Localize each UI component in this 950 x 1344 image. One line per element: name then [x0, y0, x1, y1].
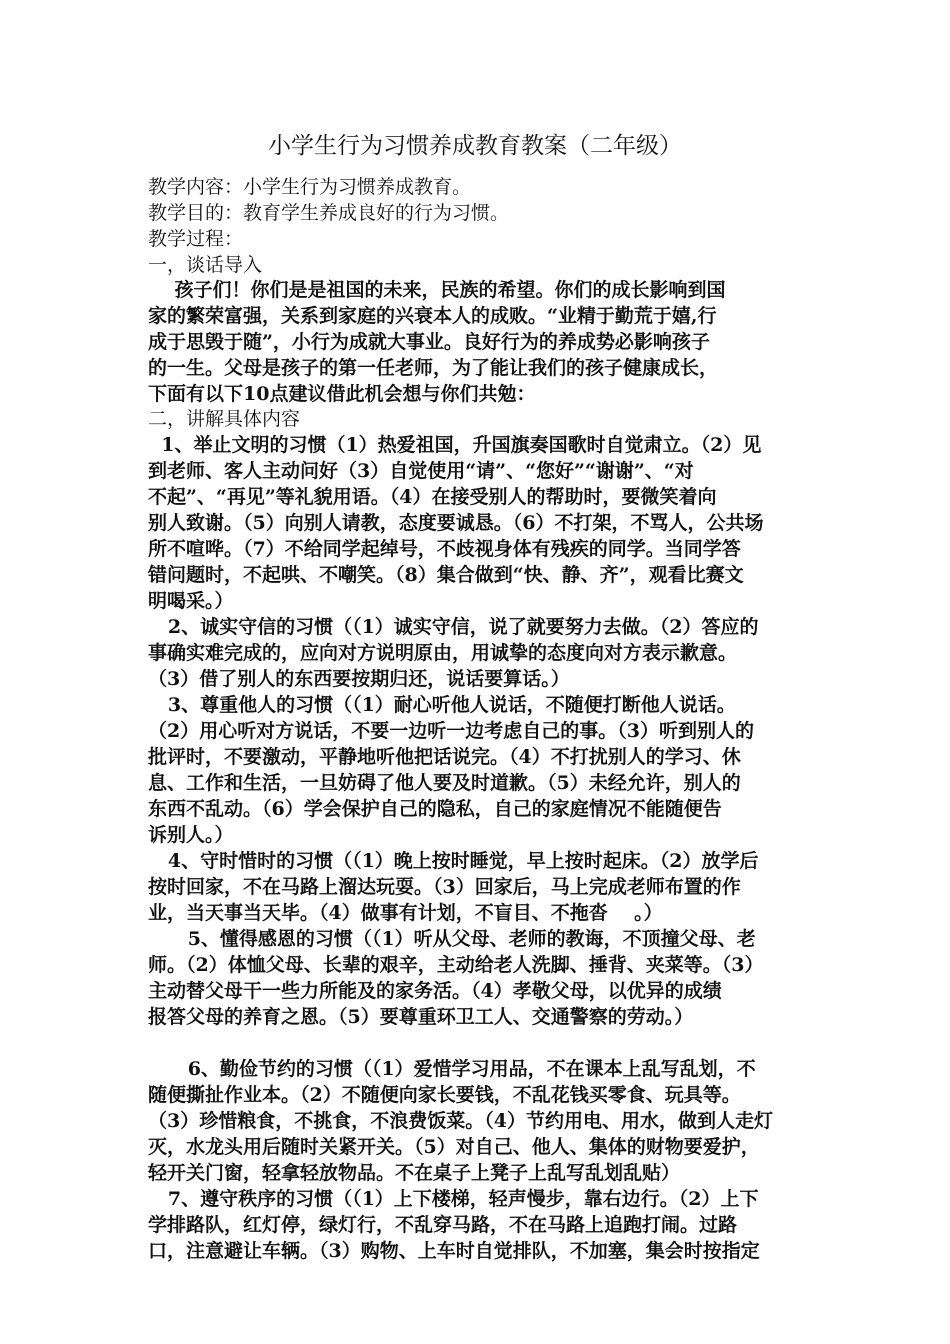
document-title: 小学生行为习惯养成教育教案（二年级） — [268, 133, 682, 159]
paragraph-line: 所不喧哗。（7）不给同学起绰号，不歧视身体有残疾的同学。当同学答 — [148, 538, 741, 560]
paragraph-line: 1、举止文明的习惯（1）热爱祖国，升国旗奏国歌时自觉肃立。（2）见 — [148, 434, 762, 456]
paragraph-line: 家的繁荣富强，关系到家庭的兴衰本人的成败。“业精于勤荒于嬉,行 — [148, 305, 717, 327]
paragraph-line: 明喝采。） — [148, 590, 234, 612]
paragraph-line: 不起”、“再见”等礼貌用语。（4）在接受别人的帮助时，要微笑着向 — [148, 486, 717, 508]
text-line-teaching-goal: 教学目的：教育学生养成良好的行为习惯。 — [148, 202, 510, 224]
paragraph-line: 3、尊重他人的习惯（（1）耐心听他人说话，不随便打断他人说话。 — [148, 694, 736, 716]
paragraph-line: 到老师、客人主动问好（3）自觉使用“请”、“您好”“谢谢”、“对 — [148, 460, 694, 482]
paragraph-line: 的一生。父母是孩子的第一任老师，为了能让我们的孩子健康成长， — [148, 357, 719, 379]
paragraph-line: 学排路队，红灯停，绿灯行，不乱穿马路，不在马路上追跑打闹。过路 — [148, 1214, 738, 1236]
paragraph-line: （3）珍惜粮食，不挑食，不浪费饭菜。（4）节约用电、用水，做到人走灯 — [148, 1110, 773, 1132]
paragraph-line: 主动替父母干一些力所能及的家务活。（4）孝敬父母，以优异的成绩 — [148, 980, 722, 1002]
paragraph-line: 错问题时，不起哄、不嘲笑。（8）集合做到“快、静、齐”，观看比赛文 — [148, 564, 744, 586]
paragraph-line: 5、懂得感恩的习惯（（1）听从父母、老师的教诲，不顶撞父母、老 — [148, 928, 756, 950]
paragraph-line: 师。（2）体恤父母、长辈的艰辛，主动给老人洗脚、捶背、夹菜等。（3） — [148, 954, 764, 976]
paragraph-line: 批评时，不要激动，平静地听他把话说完。（4）不打扰别人的学习、休 — [148, 746, 741, 768]
paragraph-line: （3）借了别人的东西要按期归还，说话要算话。） — [148, 668, 570, 690]
paragraph-line: 随便撕扯作业本。（2）不随便向家长要钱，不乱花钱买零食、玩具等。 — [148, 1084, 741, 1106]
paragraph-line: 孩子们！你们是是祖国的未来，民族的希望。你们的成长影响到国 — [148, 279, 726, 301]
paragraph-line: 轻开关门窗，轻拿轻放物品。不在桌子上凳子上乱写乱划乱贴） — [148, 1162, 681, 1184]
paragraph-line: 诉别人。） — [148, 824, 234, 846]
paragraph-line: 东西不乱动。（6）学会保护自己的隐私，自己的家庭情况不能随便告 — [148, 798, 722, 820]
text-line-teaching-content: 教学内容：小学生行为习惯养成教育。 — [148, 176, 472, 198]
paragraph-line: （2）用心听对方说话，不要一边听一边考虑自己的事。（3）听到别人的 — [148, 720, 754, 742]
paragraph-line: 口，注意避让车辆。（3）购物、上车时自觉排队，不加塞，集会时按指定 — [148, 1240, 760, 1262]
paragraph-line: 息、工作和生活，一旦妨碍了他人要及时道歉。（5）未经允许，别人的 — [148, 772, 741, 794]
paragraph-line: 别人致谢。（5）向别人请教，态度要诚恳。（6）不打架，不骂人，公共场 — [148, 512, 764, 534]
paragraph-line: 灭，水龙头用后随时关紧开关。（5）对自己、他人、集体的财物要爱护， — [148, 1136, 760, 1158]
paragraph-line: 业，当天事当天毕。（4）做事有计划，不盲目、不拖沓 。） — [148, 902, 663, 924]
paragraph-line: 按时回家，不在马路上溜达玩耍。（3）回家后，马上完成老师布置的作 — [148, 876, 741, 898]
section-heading-1: 一，谈话导入 — [148, 254, 263, 276]
paragraph-line: 事确实难完成的，应向对方说明原由，用诚挚的态度向对方表示歉意。 — [148, 642, 738, 664]
paragraph-line: 报答父母的养育之恩。（5）要尊重环卫工人、交通警察的劳动。） — [148, 1006, 694, 1028]
paragraph-line: 下面有以下10点建议借此机会想与你们共勉： — [148, 383, 536, 405]
paragraph-line: 6、勤俭节约的习惯（（1）爱惜学习用品，不在课本上乱写乱划，不 — [148, 1058, 756, 1080]
text-line-teaching-process: 教学过程： — [148, 228, 244, 250]
paragraph-line: 2、诚实守信的习惯（（1）诚实守信，说了就要努力去做。（2）答应的 — [148, 616, 759, 638]
section-heading-2: 二，讲解具体内容 — [148, 408, 301, 430]
paragraph-line: 7、遵守秩序的习惯（（1）上下楼梯，轻声慢步，靠右边行。（2）上下 — [148, 1188, 759, 1210]
paragraph-line: 成于思毁于随”，小行为成就大事业。良好行为的养成势必影响孩子 — [148, 331, 710, 353]
paragraph-line: 4、守时惜时的习惯（（1）晚上按时睡觉，早上按时起床。（2）放学后 — [148, 850, 759, 872]
